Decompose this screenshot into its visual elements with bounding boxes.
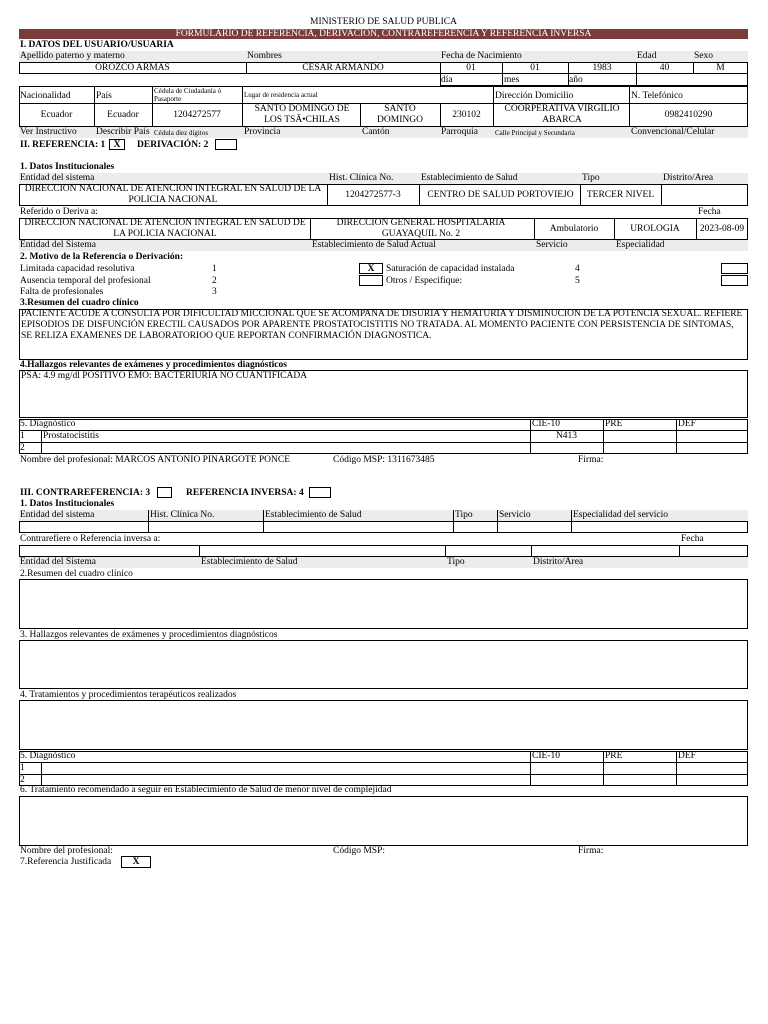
label-def: DEF [678,419,696,429]
motivo-3-number: 3 [212,287,217,297]
diagnostico-row-number: 1 [20,431,25,441]
profesional-label: Nombre del profesional: MARCOS ANTONIO PINARGOTE PONCE [20,455,291,465]
referido-establecimiento-value[interactable]: DIRECCION GENERAL HOSPITALARIA GUAYAQUIL No. 2 [336,218,506,239]
contra-label-servicio: Servicio [499,510,531,520]
provincia-value[interactable]: SANTO DOMINGO DE LOS TSÃ•CHILAS [254,104,350,125]
anio-value[interactable]: 1983 [592,63,612,73]
contra-hallazgos-field[interactable] [19,640,748,689]
contra-diagnostico-row-number: 1 [20,763,25,773]
sexo-value[interactable]: M [716,63,725,73]
contra-label-esp-servicio: Especialidad del servicio [573,510,668,520]
contra-label-estab: Establecimiento de Salud [265,510,362,520]
diagnostico-title: 5. Diagnóstico [20,419,76,429]
label-dia: día [441,75,453,85]
diagnostico-row-text[interactable]: Prostatocistitis [43,431,99,441]
diagnostico-row-cie[interactable]: N413 [555,431,578,441]
firma-label: Firma: [578,455,604,465]
mes-value[interactable]: 01 [530,63,540,73]
label-distrito: Distrito/Area [663,173,714,183]
label-especialidad: Especialidad [616,240,665,250]
label-provincia: Provincia [244,127,281,137]
label-pais: País [96,91,112,101]
motivo-5-label: Otros / Especifique: [386,276,462,286]
label-lugar-residencia: Lugar de residencia actual [244,91,318,99]
datos-institucionales-title: 1. Datos Institucionales [20,162,115,172]
contrareferencia-label: III. CONTRAREFERENCIA: 3 [20,488,151,498]
especialidad-value[interactable]: UROLOGIA [630,224,680,234]
contra-tratamientos-title: 4. Tratamientos y procedimientos terapéuticos realizados [20,690,237,700]
motivo-1-number: 1 [212,264,217,274]
label-fecha: Fecha [698,207,721,217]
contra-profesional-label: Nombre del profesional: [20,846,113,856]
contra-resumen-title: 2.Resumen del cuadro clínico [20,569,133,579]
hallazgos-title: 4.Hallazgos relevantes de exámenes y procedimientos diagnósticos [20,360,287,370]
motivo-2-label: Ausencia temporal del profesional [20,276,151,286]
contra-label-tipo: Tipo [455,510,473,520]
contra-diagnostico-row-number: 2 [20,775,25,785]
label-sexo: Sexo [694,51,713,61]
label-telefono: N. Telefónico [631,91,683,101]
referencia-justificada-checkbox[interactable]: X [121,856,151,868]
contra-diagnostico-title: 5. Diagnóstico [20,751,76,761]
motivo-1-label: Limitada capacidad resolutiva [20,264,135,274]
label-establecimiento: Establecimiento de Salud [421,173,518,183]
contra-label-fecha: Fecha [681,534,704,544]
telefono-value[interactable]: 0982410290 [664,110,713,120]
referencia-label: II. REFERENCIA: 1 [20,140,106,150]
motivo-5-number: 5 [575,276,580,286]
referencia-checkbox[interactable]: X [109,139,125,150]
nacionalidad-value[interactable]: Ecuador [40,110,73,120]
motivo-4-label: Saturación de capacidad instalada [386,264,515,274]
contra-label-tipo2: Tipo [447,557,465,567]
contrareferencia-checkbox[interactable] [157,487,172,498]
hist-clinica-value[interactable]: 1204272577-3 [345,190,401,200]
label-parroquia: Parroquia [441,127,478,137]
cedula-value[interactable]: 1204272577 [173,110,221,120]
contra-label-entidad: Entidad del sistema [20,510,95,520]
contra-resumen-field[interactable] [19,579,748,629]
label-nacionalidad: Nacionalidad [20,91,71,101]
label-ver-instructivo[interactable]: Ver Instructivo [20,127,77,137]
motivo-2-number: 2 [212,276,217,286]
diagnostico-row-number: 2 [20,443,25,453]
motivo-5-checkbox[interactable] [359,275,383,286]
resumen-title: 3.Resumen del cuadro clínico [20,298,139,308]
motivo-right-box-2[interactable] [721,275,748,286]
section-1-title: I. DATOS DEL USUARIO/USUARIA [20,40,174,50]
motivo-4-checkbox[interactable]: X [359,263,383,274]
contra-tratamientos-field[interactable] [19,700,748,750]
label-describir-pais: Describir País [96,127,150,137]
contra-label-entidad-sistema: Entidad del Sistema [20,557,96,567]
label-entidad: Entidad del sistema [20,173,95,183]
contra-tratamiento-recomendado-field[interactable] [19,796,748,846]
contra-tratamiento-recomendado-title: 6. Tratamiento recomendado a seguir en Establecimiento de Salud de menor nivel de complejidad [20,785,392,795]
canton-value[interactable]: SANTO DOMINGO [377,104,423,125]
motivo-3-label: Falta de profesionales [20,287,104,297]
edad-value[interactable]: 40 [659,63,670,73]
nombres-value[interactable]: CESAR ARMANDO [302,63,384,73]
contra-label-cie10: CIE-10 [532,751,560,761]
derivacion-label: DERIVACIÓN: 2 [137,140,209,150]
derivacion-checkbox[interactable] [215,139,237,150]
label-servicio: Servicio [536,240,568,250]
label-hist-clinica: Hist. Clínica No. [329,173,394,183]
referencia-justificada-label: 7.Referencia Justificada [20,857,112,867]
contra-label-hist: Hist. Clínica No. [150,510,215,520]
label-pre: PRE [605,419,623,429]
label-nombres: Nombres [247,51,282,61]
codigo-msp-label: Código MSP: 1311673485 [333,455,435,465]
parroquia-value[interactable]: 230102 [452,110,481,120]
contra-datos-institucionales-title: 1. Datos Institucionales [20,499,115,509]
label-canton: Cantón [362,127,390,137]
direccion-value[interactable]: COORPERATIVA VIRGILIO ABARCA [504,104,620,125]
ministry-title: MINISTERIO DE SALUD PUBLICA [310,17,457,27]
referencia-inversa-checkbox[interactable] [309,487,331,498]
resumen-text[interactable]: PACIENTE ACUDE A CONSULTA POR DIFICULTAD MICCIONAL QUE SE ACOMPANA DE DISURIA Y HEMATURIA Y DISMINUCION DE LA POTENCIA SEXUAL. REFIERE EPISODIOS DE DISFUNCIÓN ERECTIL CAUSADOS POR APARENTE PROSTATOCISTITIS NO TRATADA. AL MOMENTO PACIENTE CON PERSISTENCIA DE SINTOMAS, SE RELIZA EXAMENES DE LABORATORIOO QUE REPORTAN CONFIRMACIÓN DIAGNOSTICA. [21,309,743,341]
contra-hallazgos-title: 3. Hallazgos relevantes de exámenes y procedimientos diagnósticos [20,630,278,640]
contra-firma-label: Firma: [578,846,604,856]
contra-codigo-msp-label: Código MSP: [333,846,386,856]
servicio-value[interactable]: Ambulatorio [549,224,599,234]
label-calle: Calle Principal y Secundaria [495,129,575,137]
label-referido: Referido o Deriva a: [20,207,98,217]
fecha-value[interactable]: 2023-08-09 [699,224,745,234]
label-convencional: Convencional/Celular [631,127,715,137]
contra-label-estab-salud: Establecimiento de Salud [201,557,298,567]
label-anio: año [569,75,583,85]
label-establecimiento-actual: Establecimiento de Salud Actual [312,240,436,250]
pais-value[interactable]: Ecuador [107,110,139,120]
label-direccion: Dirección Domicilio [495,91,574,101]
contrarefiere-label: Contrarefiere o Referencia inversa a: [20,534,161,544]
label-fecha-nacimiento: Fecha de Nacimiento [441,51,522,61]
dia-value[interactable]: 01 [466,63,476,73]
establecimiento-value[interactable]: CENTRO DE SALUD PORTOVIEJO [427,190,574,200]
motivo-4-number: 4 [575,264,580,274]
motivo-title: 2. Motivo de la Referencia o Derivación: [20,252,184,262]
label-cie10: CIE-10 [532,419,560,429]
label-apellido: Apellido paterno y materno [20,51,125,61]
referido-entidad-value[interactable]: DIRECCION NACIONAL DE ATENCION INTEGRAL EN SALUD DE LA POLICIA NACIONAL [24,218,306,239]
label-cedula-digitos: Cédula diez dígitos [154,129,209,137]
contra-label-pre: PRE [605,751,623,761]
hallazgos-text[interactable]: PSA: 4.9 mg/dl POSITIVO EMO: BACTERIURIA NO CUANTIFICADA [21,371,308,381]
apellido-value[interactable]: OROZCO ARMAS [95,63,170,73]
contra-label-def: DEF [678,751,696,761]
tipo-value[interactable]: TERCER NIVEL [586,190,655,200]
label-edad: Edad [637,51,657,61]
label-cedula: Cédula de Ciudadanía ó Pasaporte [154,87,222,103]
referencia-inversa-label: REFERENCIA INVERSA: 4 [186,488,304,498]
entidad-value[interactable]: DIRECCION NACIONAL DE ATENCION INTEGRAL EN SALUD DE LA POLICIA NACIONAL [24,184,322,205]
motivo-right-box-1[interactable] [721,263,748,274]
form-title-banner: FORMULARIO DE REFERENCIA, DERIVACION, CONTRAREFERENCIA Y REFERENCIA INVERSA [19,29,748,39]
contra-label-distrito: Distrito/Area [533,557,584,567]
label-tipo: Tipo [582,173,600,183]
label-mes: mes [504,75,520,85]
label-entidad-sistema: Entidad del Sistema [20,240,96,250]
